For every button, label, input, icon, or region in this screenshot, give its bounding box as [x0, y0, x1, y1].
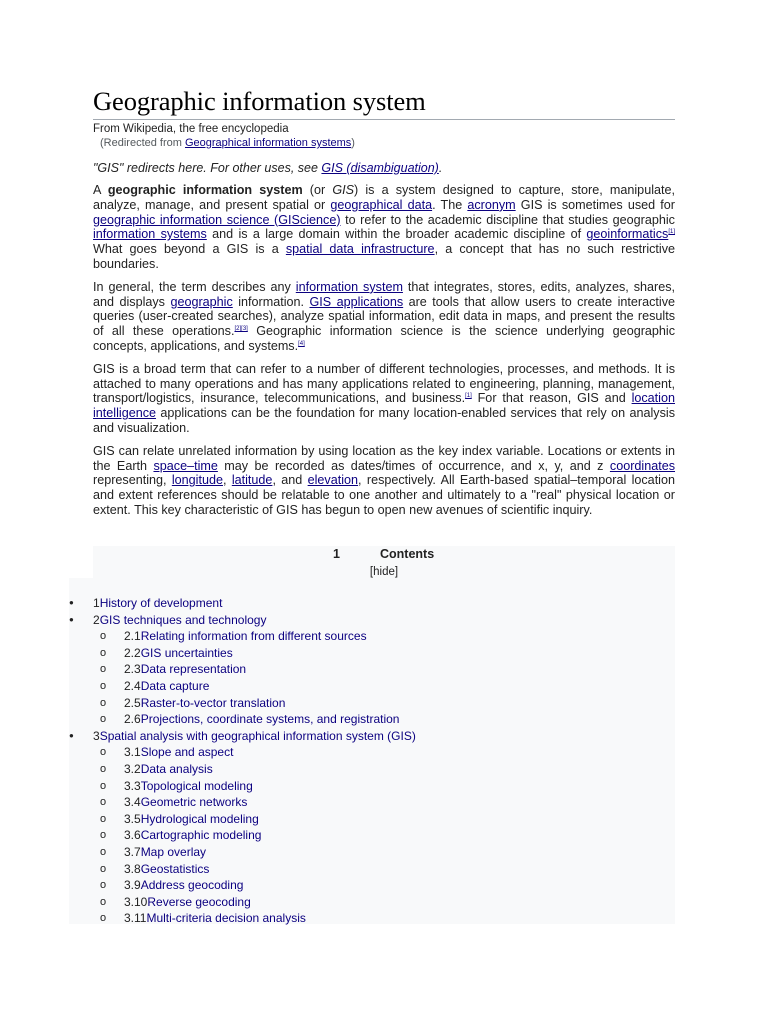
bullet-circle-icon: o [100, 762, 107, 775]
text: , and [272, 473, 308, 488]
text: representing, [93, 473, 172, 488]
hatnote-period: . [438, 161, 443, 175]
redirect-prefix: (Redirected from [100, 137, 185, 149]
toc-item-number: 3.3 [124, 778, 141, 793]
toc-item-text[interactable]: Address geocoding [140, 878, 244, 893]
toc-item-link[interactable] [93, 595, 222, 612]
toc-item-number: 2.2 [124, 645, 141, 660]
toc-item-number: 2.6 [124, 712, 141, 727]
bullet-disc-icon: ● [69, 598, 74, 607]
toc-item-link[interactable] [124, 744, 233, 761]
toc-item-text[interactable]: GIS techniques and technology [99, 612, 267, 627]
bullet-circle-icon: o [100, 746, 107, 759]
text: What goes beyond a GIS is a [93, 242, 286, 257]
text: are tools that allow users to create interactive queries (user-created searches), analyze spatial information, edit data in maps, and present the results of all these operations. [93, 294, 676, 339]
article-body [93, 86, 675, 526]
toc-item-link[interactable] [124, 678, 209, 695]
bullet-circle-icon: o [100, 829, 107, 842]
toc-item-number: 3.9 [124, 878, 141, 893]
link-gis-applications[interactable]: GIS applications [309, 294, 404, 309]
disambiguation-link[interactable]: GIS (disambiguation) [321, 161, 439, 175]
toc-item-number: 2.1 [124, 629, 141, 644]
toc-item-link[interactable] [93, 612, 266, 629]
toc-item-link[interactable] [124, 695, 285, 712]
bullet-circle-icon: o [100, 912, 107, 925]
link-coordinates[interactable]: coordinates [609, 458, 676, 473]
toc-item-link[interactable] [124, 844, 206, 861]
toc-item-link[interactable] [124, 811, 259, 828]
toc-item-number: 1 [93, 596, 100, 610]
toc-item-text[interactable]: GIS uncertainties [140, 645, 233, 660]
italic-term: GIS [332, 183, 355, 197]
toc-item-number: 2.4 [124, 678, 141, 693]
toc-item-number: 3.7 [124, 844, 141, 859]
text: ) is a system designed to capture, store, manipulate, analyze, manage, and present spatial or [93, 183, 675, 212]
text: (or [302, 183, 333, 197]
toc-item-text[interactable]: Reverse geocoding [147, 894, 251, 909]
text: A [93, 183, 108, 197]
bullet-circle-icon: o [100, 630, 107, 643]
text: GIS is a broad term that can refer to a number of different technologies, processes, and methods. It is attached to many operations and has many applications related to engineering, planning, management, transport/logistics, insurance, telecommunications, and business. [93, 361, 675, 406]
toc-background [69, 578, 93, 924]
toc-item-link[interactable] [93, 728, 416, 745]
link-longitude[interactable]: longitude [171, 473, 223, 488]
toc-item-link[interactable] [124, 794, 247, 811]
link-giscience[interactable]: geographic information science (GIScience) [93, 212, 341, 227]
text: information. [232, 294, 310, 309]
toc-item-number: 3.6 [124, 828, 141, 843]
link-latitude[interactable]: latitude [231, 473, 273, 488]
text: , [222, 473, 232, 488]
toc-item-text[interactable]: Data representation [140, 662, 247, 677]
hatnote [93, 161, 675, 175]
toc-item-number: 3.11 [124, 911, 147, 926]
toc-item-text[interactable]: Hydrological modeling [140, 811, 259, 826]
toc-item-text[interactable]: Geostatistics [140, 861, 210, 876]
toc-item-number: 3.5 [124, 811, 141, 826]
link-geographical-data[interactable]: geographical data [330, 197, 433, 212]
toc-item-number: 3.10 [124, 894, 148, 909]
toc-item-text[interactable]: Projections, coordinate systems, and registration [140, 712, 400, 727]
toc-title: Contents [380, 547, 435, 561]
paragraph-relate [93, 444, 675, 518]
text: that integrates, stores, edits, analyzes, shares, and displays [93, 279, 676, 309]
toc-item-text[interactable]: Data capture [140, 678, 210, 693]
text: , a concept that has no such restrictive boundaries. [93, 242, 676, 271]
toc-item-link[interactable] [124, 661, 246, 678]
page-title: Geographic information system [93, 86, 426, 116]
redirect-source-link[interactable]: Geographical information systems [184, 137, 352, 149]
toc-number: 1 [333, 547, 340, 561]
toc-item-text[interactable]: Spatial analysis with geographical information system (GIS) [99, 728, 416, 743]
hatnote-text: "GIS" redirects here. For other uses, see [93, 161, 322, 175]
text: . The [432, 197, 468, 212]
toc-item-number: 3.2 [124, 761, 141, 776]
citation-link[interactable]: [4] [298, 340, 305, 347]
toc-hide-toggle[interactable]: [hide] [369, 566, 399, 578]
text: GIS can relate unrelated information by using location as the key index variable. Locations or extents in the Earth [93, 443, 675, 473]
link-information-systems[interactable]: information systems [93, 227, 207, 242]
text: For that reason, GIS and [471, 391, 632, 406]
title-divider [93, 119, 675, 120]
bullet-circle-icon: o [100, 713, 107, 726]
bold-term: geographic information system [107, 183, 303, 197]
bullet-circle-icon: o [100, 779, 107, 792]
toc-item-number: 3.4 [124, 795, 141, 810]
redirect-suffix: ) [351, 137, 355, 149]
bullet-circle-icon: o [100, 879, 107, 892]
bullet-circle-icon: o [100, 796, 107, 809]
link-acronym[interactable]: acronym [467, 197, 516, 212]
bullet-circle-icon: o [100, 862, 107, 875]
link-spatial-data-infrastructure[interactable]: spatial data infrastructure [285, 242, 435, 257]
link-space-time[interactable]: space–time [153, 458, 218, 473]
text: In general, the term describes any [93, 279, 296, 294]
toc-item-text[interactable]: Topological modeling [140, 778, 253, 793]
link-geographic[interactable]: geographic [170, 294, 233, 309]
text: , respectively. All Earth-based spatial–temporal location and extent references should be relatable to one another and ultimately to a "real" physical location or extent. This key characteristic of GIS has begun to open new avenues of scientific inquiry. [93, 473, 675, 517]
toc-item-link[interactable] [124, 877, 243, 894]
site-subtitle: From Wikipedia, the free encyclopedia [93, 123, 289, 135]
bullet-circle-icon: o [100, 812, 107, 825]
text: GIS is sometimes used for [515, 197, 675, 212]
toc-item-link[interactable] [124, 910, 306, 927]
toc-item-text[interactable]: Relating information from different sources [140, 629, 367, 644]
toc-item-text[interactable]: Raster-to-vector translation [140, 695, 286, 710]
toc-item-number: 2.5 [124, 695, 141, 710]
bullet-disc-icon: ● [69, 730, 74, 740]
toc-item-number: 2.3 [124, 662, 141, 677]
link-location-intelligence[interactable]: location intelligence [93, 391, 675, 421]
text: and is a large domain within the broader academic discipline of [206, 227, 587, 242]
text: Geographic information science is the science underlying geographic concepts, applications, and systems. [93, 324, 675, 353]
bullet-circle-icon: o [100, 895, 107, 908]
bullet-circle-icon: o [100, 696, 107, 709]
bullet-circle-icon: o [100, 845, 107, 858]
bullet-circle-icon: o [100, 663, 107, 676]
toc-item-link[interactable] [124, 711, 399, 728]
toc-item-text[interactable]: Cartographic modeling [140, 828, 262, 843]
toc-item-link[interactable] [124, 628, 367, 645]
citation-link[interactable]: [2][3] [234, 325, 248, 332]
text: applications can be the foundation for many location-enabled services that rely on analysis and visualization. [93, 406, 675, 435]
citation-link[interactable]: [1] [465, 393, 472, 400]
toc-item-text[interactable]: Multi-criteria decision analysis [146, 911, 306, 926]
link-geoinformatics[interactable]: geoinformatics [586, 227, 669, 242]
toc-item-number: 2 [93, 612, 100, 627]
paragraph-general [93, 280, 675, 354]
toc-item-link[interactable] [124, 645, 233, 662]
toc-item-link[interactable] [124, 761, 213, 778]
paragraph-intro [93, 183, 675, 272]
link-information-system[interactable]: information system [295, 279, 403, 294]
toc-item-number: 3 [93, 728, 100, 743]
text: to refer to the academic discipline that studies geographic [340, 212, 675, 227]
redirect-note [100, 137, 675, 149]
toc-item-text[interactable]: Data analysis [140, 761, 213, 776]
toc-item-text[interactable]: Geometric networks [140, 795, 248, 810]
link-elevation[interactable]: elevation [307, 473, 359, 488]
toc-item-link[interactable] [124, 861, 209, 878]
toc-item-text[interactable]: Map overlay [140, 844, 207, 859]
toc-item-link[interactable] [124, 778, 253, 795]
bullet-circle-icon: o [100, 646, 107, 659]
toc-item-number: 3.1 [124, 745, 141, 760]
text: may be recorded as dates/times of occurrence, and x, y, and z [217, 458, 610, 473]
toc-item-link[interactable] [124, 894, 251, 911]
bullet-disc-icon: ● [69, 614, 74, 624]
toc-item-number: 3.8 [124, 861, 141, 876]
paragraph-broad-term [93, 362, 675, 436]
toc-item-text[interactable]: Slope and aspect [140, 745, 234, 760]
bullet-circle-icon: o [100, 679, 107, 692]
citation-link[interactable]: [1] [668, 229, 675, 236]
toc-item-link[interactable] [124, 827, 261, 844]
toc-item-text[interactable]: History of development [99, 596, 223, 610]
